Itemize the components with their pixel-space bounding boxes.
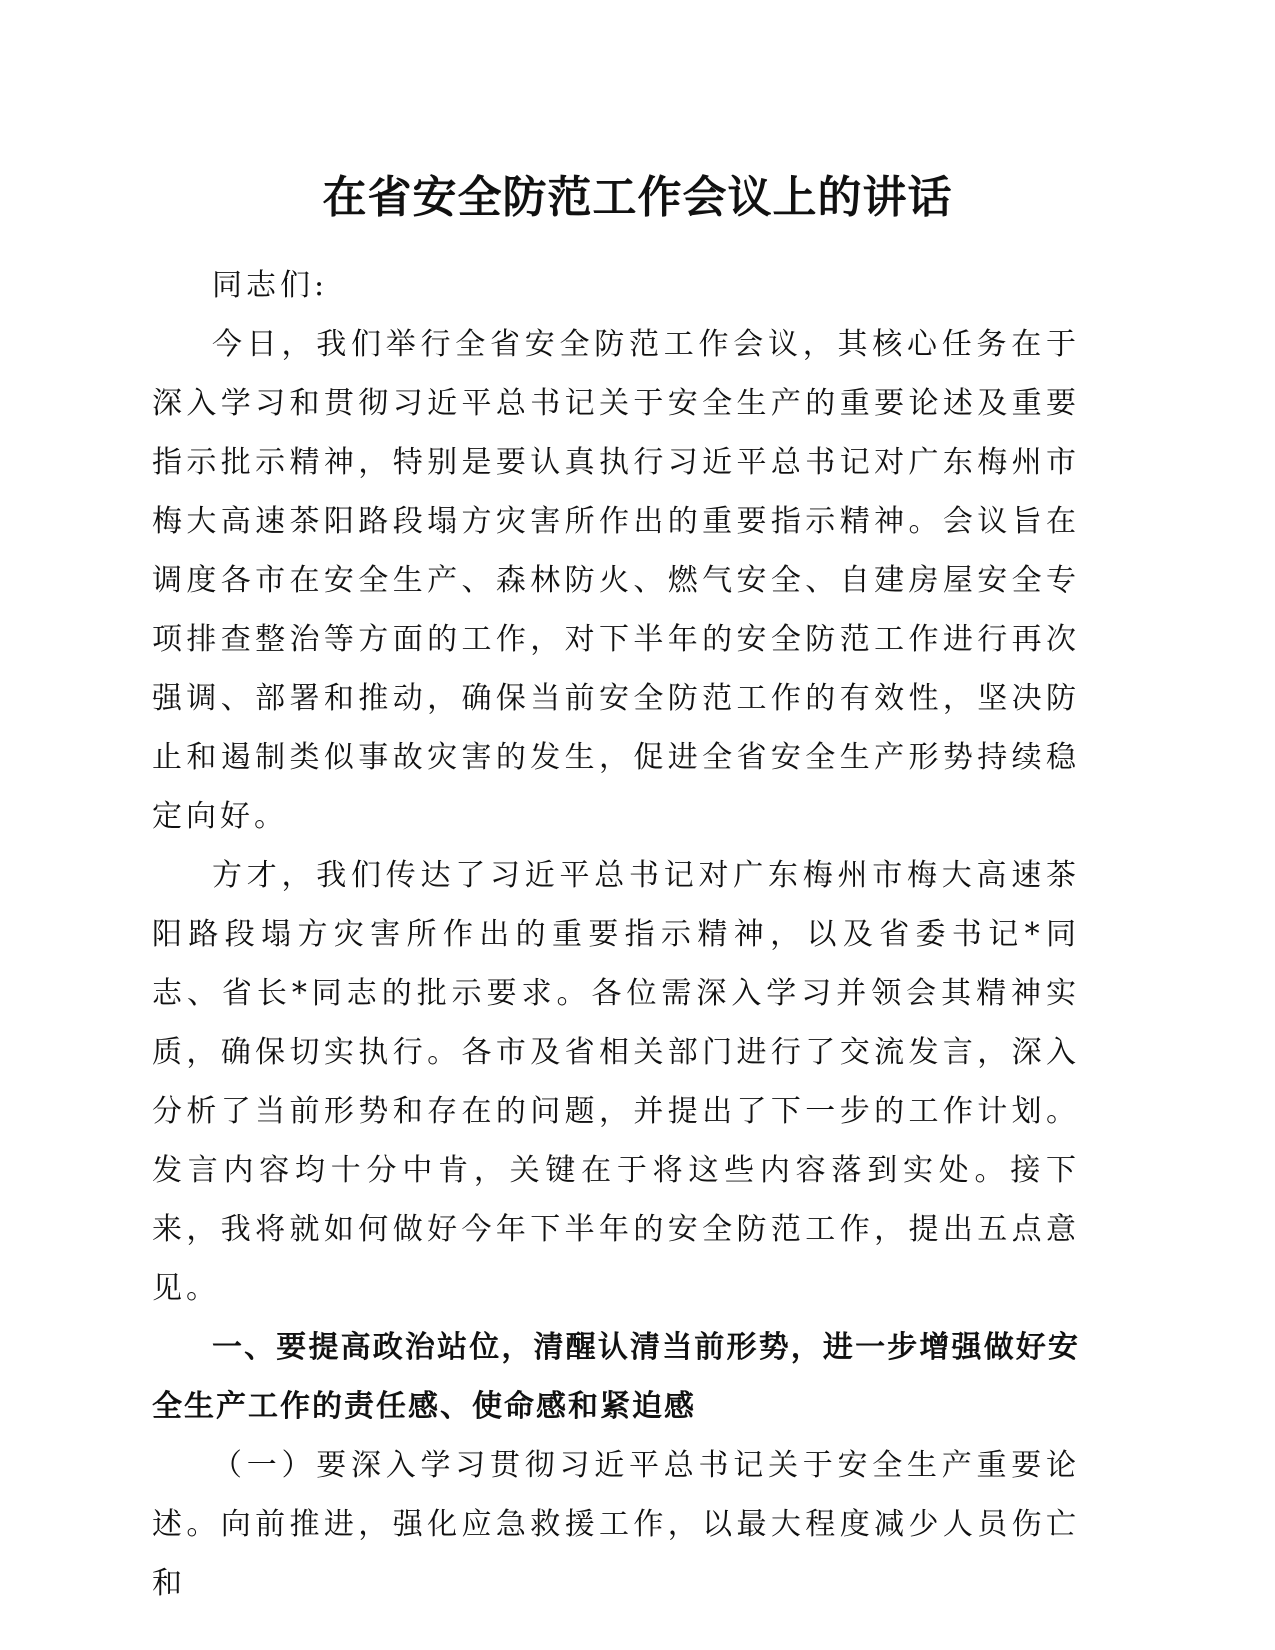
greeting: 同志们:	[212, 268, 329, 303]
paragraph-intro: 今日，我们举行全省安全防范工作会议，其核心任务在于深入学习和贯彻习近平总书记关于安全生产的重要论述及重要指示批示精神，特别是要认真执行习近平总书记对广东梅州市梅大高速茶阳路段塌方灾害所作出的重要指示精神。会议旨在调度各市在安全生产、森林防火、燃气安全、自建房屋安全专项排查整治等方面的工作，对下半年的安全防范工作进行再次强调、部署和推动，确保当前安全防范工作的有效性，坚决防止和遏制类似事故灾害的发生，促进全省安全生产形势持续稳定向好。	[152, 327, 1080, 834]
document-body	[152, 256, 1080, 1613]
paragraph-summary: 方才，我们传达了习近平总书记对广东梅州市梅大高速茶阳路段塌方灾害所作出的重要指示精神，以及省委书记*同志、省长*同志的批示要求。各位需深入学习并领会其精神实质，确保切实执行。各市及省相关部门进行了交流发言，深入分析了当前形势和存在的问题，并提出了下一步的工作计划。发言内容均十分中肯，关键在于将这些内容落到实处。接下来，我将就如何做好今年下半年的安全防范工作，提出五点意见。	[152, 858, 1080, 1306]
document-title: 在省安全防范工作会议上的讲话	[322, 172, 953, 223]
subsection-paragraph: （一）要深入学习贯彻习近平总书记关于安全生产重要论述。向前推进，强化应急救援工作，以最大程度减少人员伤亡和	[152, 1448, 1080, 1601]
section-heading: 一、要提高政治站位，清醒认清当前形势，进一步增强做好安全生产工作的责任感、使命感和紧迫感	[152, 1330, 1080, 1424]
